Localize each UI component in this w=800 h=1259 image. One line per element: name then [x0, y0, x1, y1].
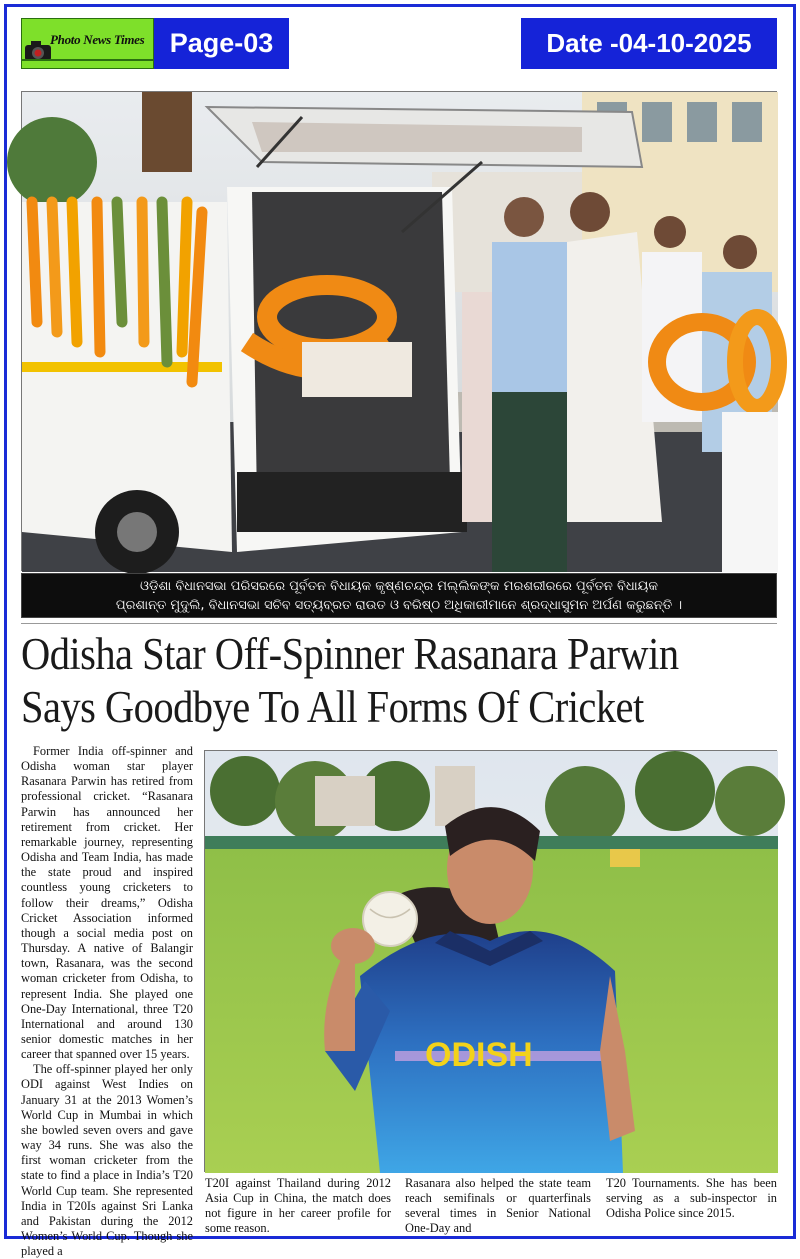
headline-line-2: Says Goodbye To All Forms Of Cricket [21, 682, 644, 732]
article-column-1 [21, 744, 193, 1259]
article-column-4: T20 Tournaments. She has been serving as a sub-inspector in Odisha Police since 2015. [606, 1176, 777, 1221]
article-headline [21, 628, 705, 734]
divider [21, 623, 777, 624]
date-label: Date -04-10-2025 [521, 18, 777, 69]
logo-text: Photo News Times [50, 32, 145, 47]
newspaper-logo [21, 18, 154, 69]
photo-caption [21, 573, 777, 618]
caption-line-2: ପ୍ରଶାନ୍ତ ମୁଦୁଲି, ବିଧାନସଭା ସଚିବ ସତ୍ୟବ୍ରତ ରାଉତ ଓ ବରିଷ୍ଠ ଅଧିକାରୀମାନେ ଶ୍ରଦ୍ଧାସୁମନ ଅର୍ପଣ କରୁଛନ୍ତି । [115, 598, 683, 613]
photo-funeral-tribute [21, 91, 777, 571]
article-column-3: Rasanara also helped the state team reach semifinals or quarterfinals several times in Senior National One-Day and [405, 1176, 591, 1236]
paragraph: The off-spinner played her only ODI against West Indies on January 31 at the 2013 Women’s World Cup in Mumbai in which she bowled seven overs and gave way 34 runs. She was also the first woman cricketer from the state to find a place in India’s T20 World Cup team. She represented India in T20Is against Sri Lanka and Pakistan during the 2012 Women’s World Cup. Though she played a [21, 1062, 193, 1259]
photo-cricketer [204, 750, 777, 1172]
page-number-label: Page-03 [154, 18, 289, 69]
headline-line-1: Odisha Star Off-Spinner Rasanara Parwin [21, 629, 679, 679]
article-column-2: T20I against Thailand during 2012 Asia Cup in China, the match does not figure in her career profile for some reason. [205, 1176, 391, 1236]
caption-line-1: ଓଡ଼ିଶା ବିଧାନସଭା ପରିସରରେ ପୂର୍ବତନ ବିଧାୟକ କୃଷ୍ଣଚନ୍ଦ୍ର ମଲ୍ଲିକଙ୍କ ମରଶରୀରରେ ପୂର୍ବତନ ବିଧାୟକ [140, 579, 658, 594]
paragraph: Former India off-spinner and Odisha woman star player Rasanara Parwin has retired from professional cricket. “Rasanara Parwin has announced her retirement from cricket. Her remarkable journey, representing Odisha and Team India, has made the state proud and inspired countless young cricketers to follow their dreams,” Odisha Cricket Association informed though a social media post on Thursday. A native of Balangir town, Rasanara, was the second woman cricketer from Odisha, to represent India. She played one One-Day International, three T20 International and around 130 senior domestic matches in her career that spanned over 15 years. [21, 744, 193, 1062]
jersey-text: ODISH [425, 1036, 533, 1074]
